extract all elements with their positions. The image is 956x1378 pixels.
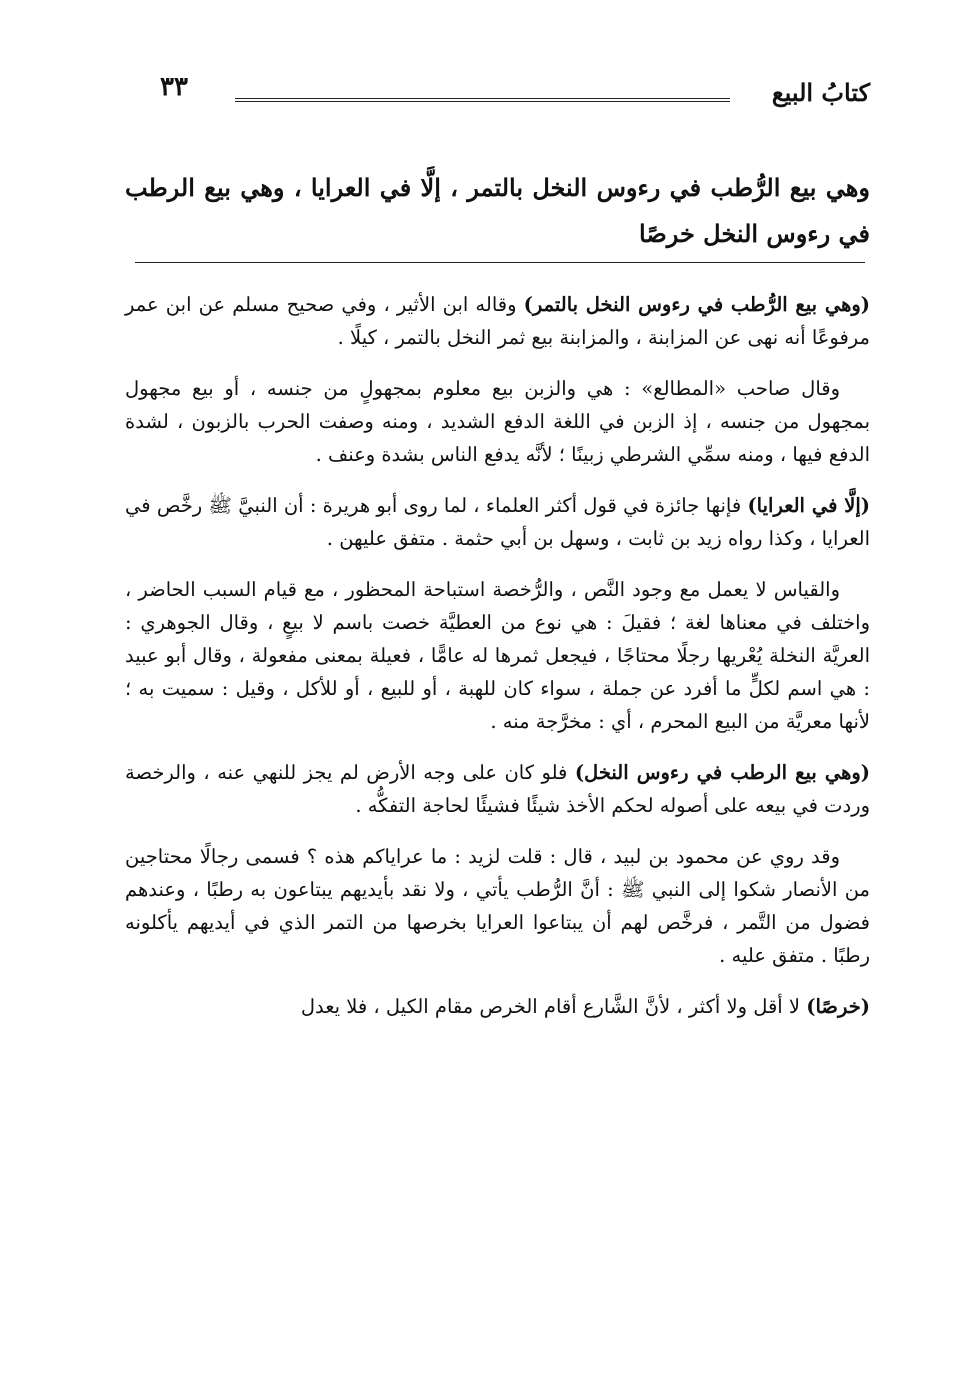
running-title: كتابُ البيع: [771, 78, 870, 107]
lemma: (وهي بيع الرُّطب في رءوس النخل بالتمر): [523, 293, 870, 316]
matn-divider: [135, 262, 865, 263]
lemma: (إلَّا في العرايا): [747, 494, 870, 517]
matn-text: وهي بيع الرُّطب في رءوس النخل بالتمر ، إلَّا في العرايا ، وهي بيع الرطب في رءوس النخل خرصًا: [125, 173, 870, 248]
page-header: [160, 68, 870, 118]
lemma: (خرصًا): [806, 995, 870, 1018]
paragraph-text: والقياس لا يعمل مع وجود النَّص ، والرُّخصة استباحة المحظور ، مع قيام السبب الحاضر ، واختلف في معناها لغة ؛ فقيلَ : هي نوع من العطيَّة خصت باسم لا بيعٍ ، وقال الجوهري : العريَّة النخلة يُعْريها رجلًا محتاجًا ، فيجعل ثمرها له عامًّا ، فعيلة بمعنى مفعولة ، وقال أبو عبيد : هي اسم لكلٍّ ما أفرد عن جملة ، سواء كان للهبة ، أو للبيع ، أو للأكل ، وقيل : سميت به ؛ لأنها معريَّة من البيع المحرم ، أي : مخرَّجة منه .: [125, 578, 870, 733]
lemma: (وهي بيع الرطب في رءوس النخل): [574, 761, 870, 784]
paragraph: [125, 372, 870, 471]
paragraph: [125, 489, 870, 555]
paragraph-text: فإنها جائزة في قول أكثر العلماء ، لما روى أبو هريرة : أن النبيَّ ﷺ رخَّص في العرايا ، وكذا رواه زيد بن ثابت ، وسهل بن أبي حثمة . متفق عليهن .: [125, 494, 870, 550]
paragraph-text: وقال صاحب «المطالع» : هي والزبن بيع معلوم بمجهولٍ من جنسه ، أو بيع مجهول بمجهول من جنسه ، إذ الزبن في اللغة الدفع الشديد ، ومنه وصفت الحرب بالزبون ، لشدة الدفع فيها ، ومنه سمِّي الشرطي زبينًا ؛ لأنَّه يدفع الناس بشدة وعنف .: [125, 377, 870, 466]
paragraph: [125, 840, 870, 972]
paragraph: [125, 288, 870, 354]
paragraph-text: وقاله ابن الأثير ، وفي صحيح مسلم عن ابن عمر مرفوعًا أنه نهى عن المزابنة ، والمزابنة بيع ثمر النخل بالتمر ، كيلًا .: [125, 293, 870, 349]
header-rule: [235, 98, 730, 102]
paragraph-text: فلو كان على وجه الأرض لم يجز للنهي عنه ، والرخصة وردت في بيعه على أصوله لحكم الأخذ شيئًا فشيئًا لحاجة التفكُّه .: [125, 761, 870, 817]
paragraph: [125, 573, 870, 738]
page-number: ٣٣: [160, 72, 188, 102]
paragraph-text: لا أقل ولا أكثر ، لأنَّ الشَّارع أقام الخرص مقام الكيل ، فلا يعدل: [300, 995, 807, 1018]
paragraph-text: وقد روي عن محمود بن لبيد ، قال : قلت لزيد : ما عراياكم هذه ؟ فسمى رجالًا محتاجين من الأنصار شكوا إلى النبي ﷺ : أنَّ الرُّطب يأتي ، ولا نقد بأيديهم يبتاعون به رطبًا ، وعندهم فضول من التَّمر ، فرخَّص لهم أن يبتاعوا العرايا بخرصها من التمر الذي في أيديهم يأكلونه رطبًا . متفق عليه .: [125, 845, 870, 967]
paragraph: [125, 756, 870, 822]
commentary: [125, 288, 870, 1041]
paragraph: [125, 990, 870, 1023]
